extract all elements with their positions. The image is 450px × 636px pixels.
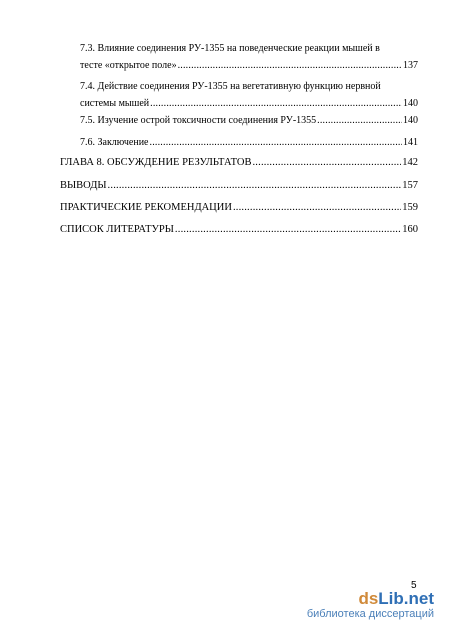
toc-page-number: 140: [403, 115, 418, 126]
logo-ds: ds: [358, 589, 379, 608]
toc-page-number: 137: [403, 60, 418, 71]
page-number: 5: [411, 580, 417, 591]
toc-page-number: 160: [402, 224, 418, 235]
toc-page-number: 141: [403, 137, 418, 148]
toc-leader-dots: [175, 223, 401, 237]
toc-entry-title: 7.4. Действие соединения РУ-1355 на вегетативную функцию нервной: [80, 81, 381, 92]
toc-leader-dots: [108, 179, 402, 193]
toc-page-number: 142: [402, 157, 418, 168]
toc-entry-conclusions: [60, 179, 418, 193]
toc-leader-dots: [150, 136, 403, 150]
toc-entry-title: ГЛАВА 8. ОБСУЖДЕНИЕ РЕЗУЛЬТАТОВ: [60, 157, 252, 168]
toc-entry-title-cont: системы мышей: [80, 98, 150, 109]
toc-entry-7-6: [80, 136, 418, 150]
toc-page-number: 140: [403, 98, 418, 109]
toc-leader-dots: [252, 156, 401, 170]
toc-page-number: 157: [402, 180, 418, 191]
toc-entry-7-5: [80, 114, 418, 128]
toc-entry-title: ВЫВОДЫ: [60, 180, 107, 191]
dslib-logo: [307, 590, 434, 608]
logo-lib: Lib.net: [378, 589, 434, 608]
watermark-subtitle: библиотека диссертаций: [306, 608, 434, 620]
dslib-watermark: [307, 590, 434, 621]
toc-entry-title-cont: тесте «открытое поле»: [80, 60, 177, 71]
toc-entry-title: 7.6. Заключение: [80, 137, 149, 148]
toc-entry-recommendations: [60, 201, 418, 215]
toc-entry-7-4: [80, 80, 418, 111]
toc-leader-dots: [178, 59, 402, 73]
toc-leader-dots: [150, 97, 402, 111]
toc-entry-7-3: [80, 42, 418, 73]
toc-page-number: 159: [402, 202, 418, 213]
toc-entry-title: 7.5. Изучение острой токсичности соединения РУ-1355: [80, 115, 317, 126]
toc-leader-dots: [233, 201, 401, 215]
toc-entry-title: 7.3. Влияние соединения РУ-1355 на поведенческие реакции мышей в: [80, 43, 380, 54]
toc-entry-title: СПИСОК ЛИТЕРАТУРЫ: [60, 224, 174, 235]
toc-entry-title: ПРАКТИЧЕСКИЕ РЕКОМЕНДАЦИИ: [60, 202, 232, 213]
toc-leader-dots: [317, 114, 402, 128]
toc-entry-references: [60, 223, 418, 237]
toc-entry-chapter-8: [60, 156, 418, 170]
